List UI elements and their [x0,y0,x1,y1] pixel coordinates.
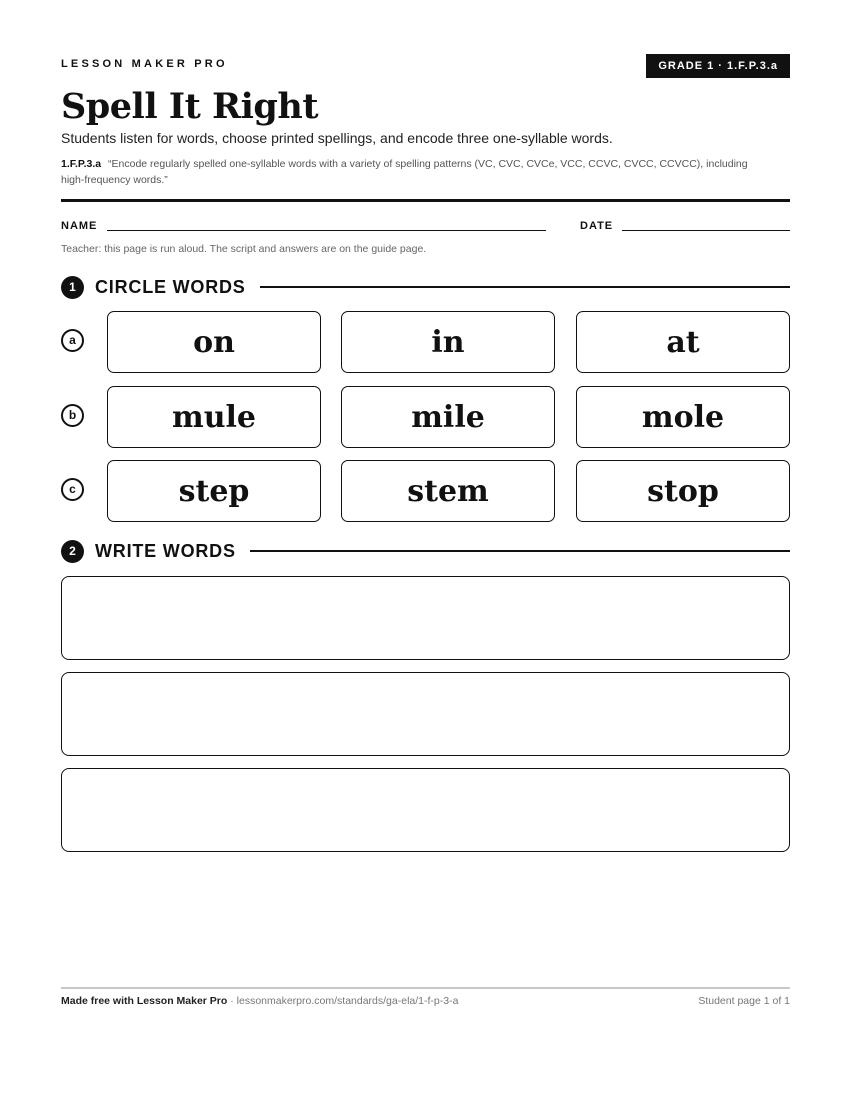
word-choice[interactable]: stem [341,460,555,522]
name-line[interactable] [107,230,546,231]
word-row-c [61,460,790,522]
word-choice[interactable]: mole [576,386,790,448]
word-row-b [61,386,790,448]
footer-made-with: Made free with Lesson Maker Pro [61,995,228,1007]
footer-credit [61,995,458,1007]
teacher-note: Teacher: this page is run aloud. The script and answers are on the guide page. [61,243,427,255]
section-rule [260,286,790,288]
footer-divider [61,987,790,989]
header-divider [61,199,790,202]
word-choice[interactable]: mule [107,386,321,448]
standard-description [61,156,761,188]
standard-text: “Encode regularly spelled one-syllable words with a variety of spelling patterns (VC, CVC, CVCe, VCC, CCVC, CVCC, CCVCC), including high-frequency words.” [61,158,748,186]
word-row-a [61,311,790,373]
section-title: WRITE WORDS [95,540,236,561]
brand-name: LESSON MAKER PRO [61,58,228,70]
word-choice[interactable]: stop [576,460,790,522]
row-letter: a [61,329,84,352]
write-box-3[interactable] [61,768,790,852]
name-label: NAME [61,220,98,232]
section-circle-words-header [61,275,790,299]
word-choice[interactable]: on [107,311,321,373]
section-number: 1 [61,276,84,299]
footer-separator: · [227,995,237,1007]
word-choice[interactable]: mile [341,386,555,448]
page-subtitle: Students listen for words, choose printed spellings, and encode three one-syllable words. [61,130,613,146]
footer-page-label: Student page 1 of 1 [698,995,790,1007]
footer-url[interactable]: lessonmakerpro.com/standards/ga-ela/1-f-p-3-a [236,995,459,1007]
date-line[interactable] [622,230,790,231]
word-choice[interactable]: step [107,460,321,522]
grade-badge: GRADE 1 · 1.F.P.3.a [646,54,790,78]
write-box-1[interactable] [61,576,790,660]
standard-code: 1.F.P.3.a [61,158,102,170]
section-number: 2 [61,540,84,563]
section-rule [250,550,790,552]
word-choice[interactable]: in [341,311,555,373]
page-title: Spell It Right [61,86,318,127]
worksheet-page [61,0,790,1100]
section-write-words-header [61,539,790,563]
date-label: DATE [580,220,614,232]
section-title: CIRCLE WORDS [95,276,246,297]
row-letter: b [61,404,84,427]
word-choice[interactable]: at [576,311,790,373]
row-letter: c [61,478,84,501]
write-box-2[interactable] [61,672,790,756]
